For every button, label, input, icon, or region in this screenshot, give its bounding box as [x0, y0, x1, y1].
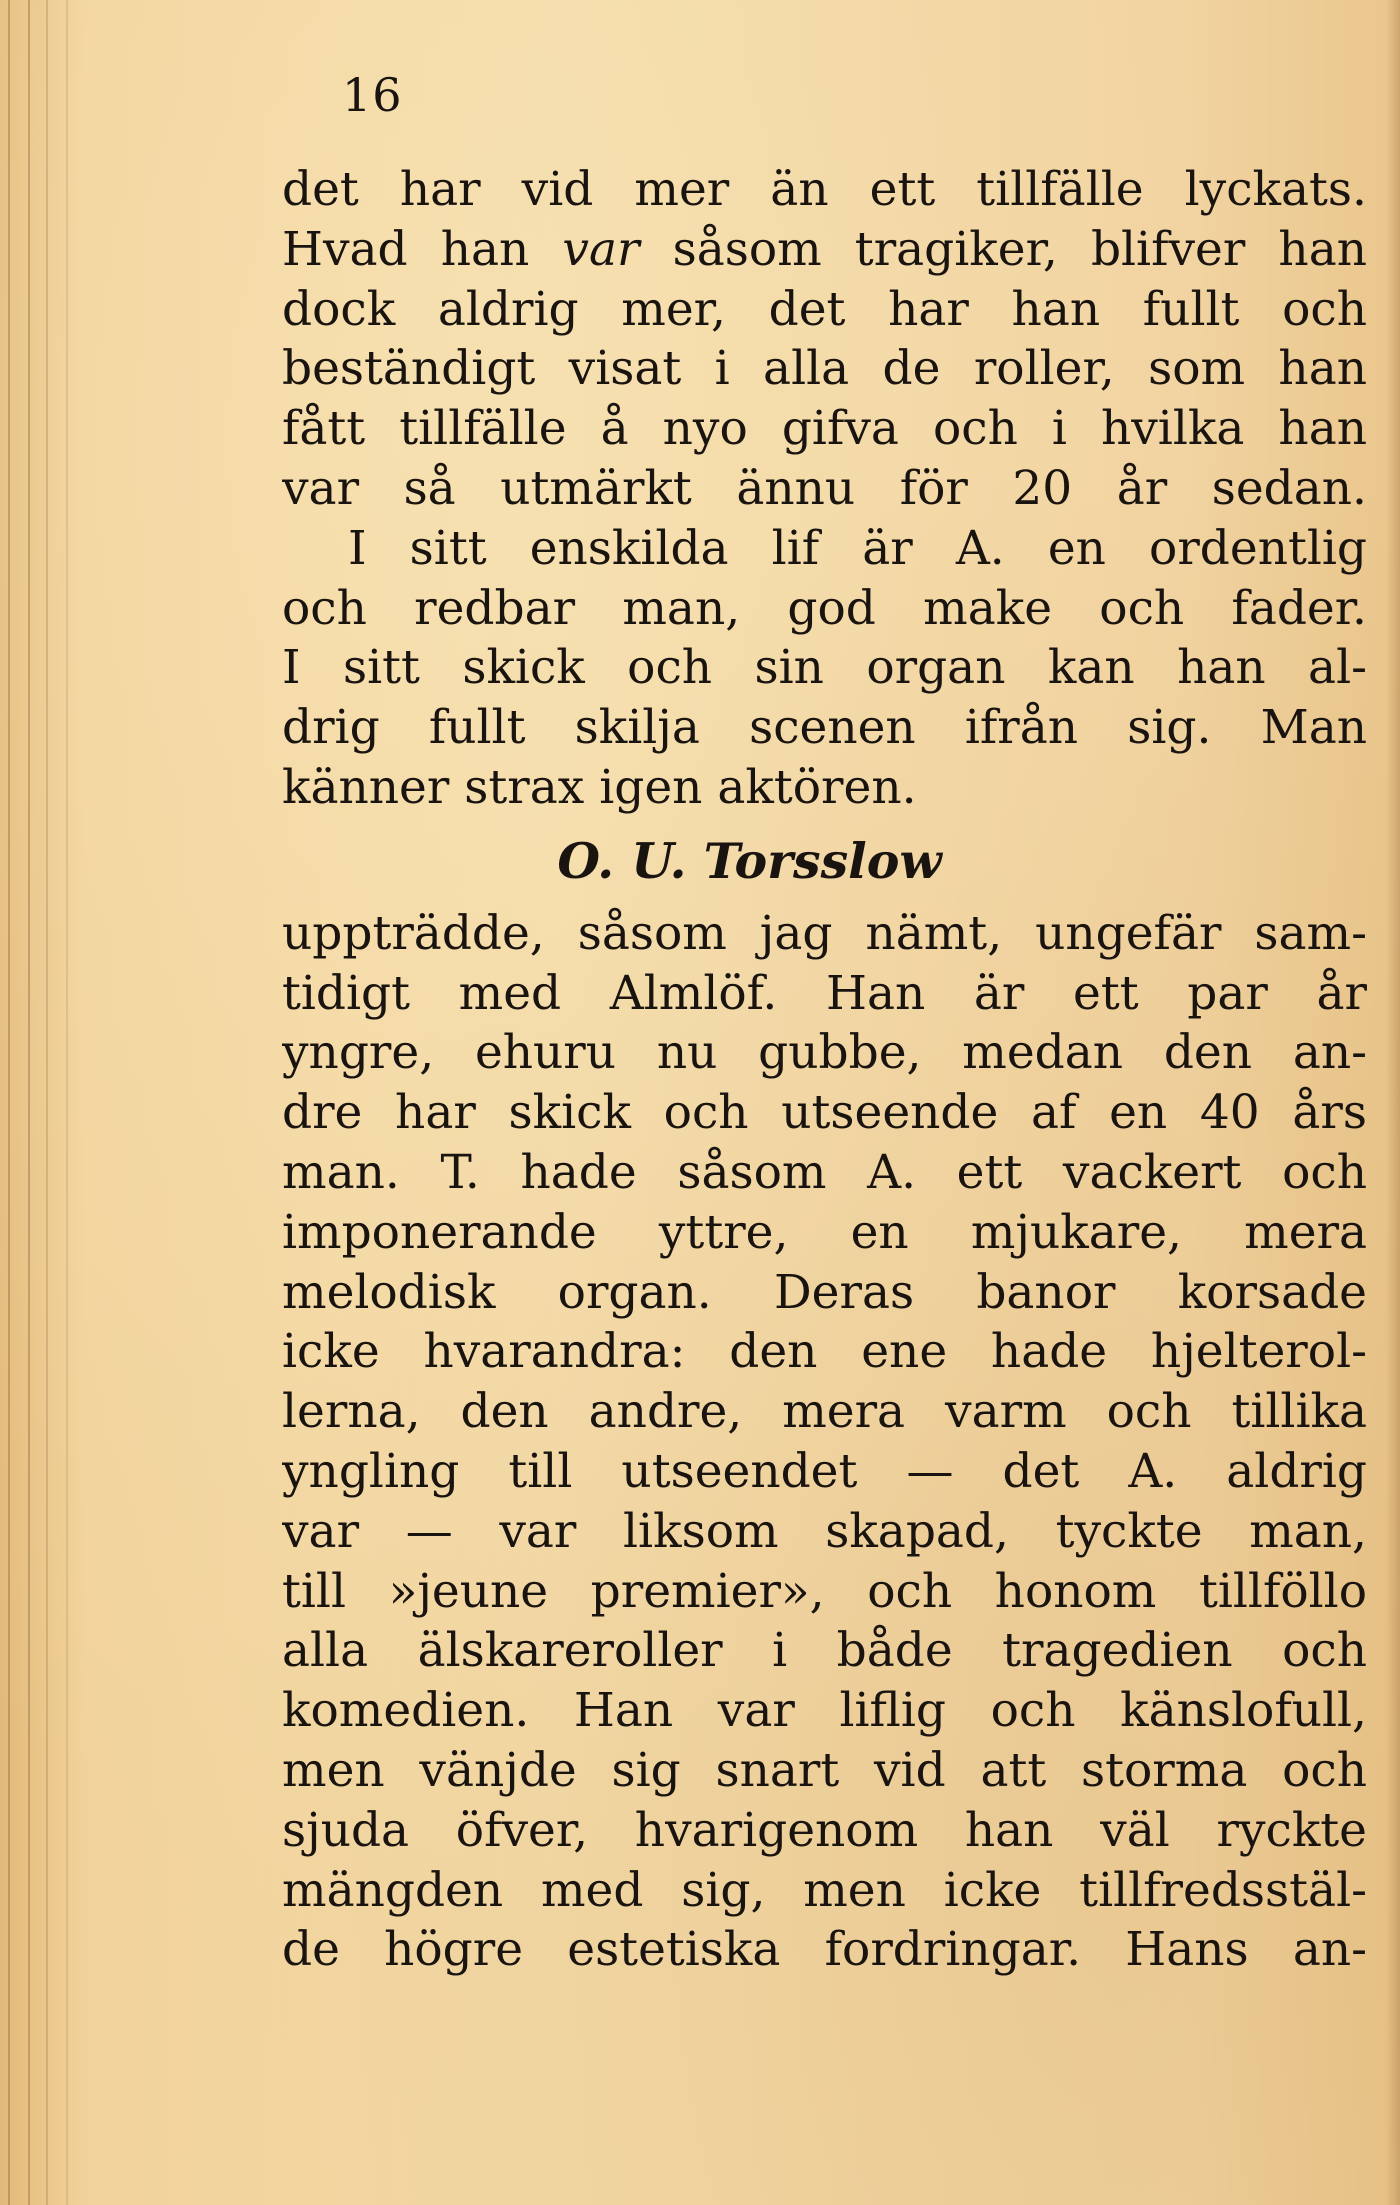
- text-line: det har vid mer än ett tillfälle lyckats.: [282, 162, 1367, 217]
- text-line: beständigt visat i alla de roller, som han: [282, 341, 1367, 397]
- text-line: yngre, ehuru nu gubbe, medan den an-: [282, 1025, 1367, 1081]
- body-text: [282, 160, 1367, 1980]
- text-line: uppträdde, såsom jag nämt, ungefär sam-: [282, 905, 1367, 961]
- text-line: man. T. hade såsom A. ett vackert och: [282, 1144, 1367, 1200]
- paragraph-1: [282, 160, 1367, 519]
- page-number: 16: [342, 68, 403, 122]
- text-line: känner strax igen aktören.: [282, 759, 917, 815]
- page-edge-line: [66, 0, 68, 2205]
- italic-word: var: [562, 221, 640, 277]
- text-line: sjuda öfver, hvarigenom han väl ryckte: [282, 1802, 1367, 1858]
- paragraph-3: [282, 904, 1367, 1980]
- text-line: mängden med sig, men icke tillfredsstäl-: [282, 1862, 1367, 1918]
- text-line: alla älskareroller i både tragedien och: [282, 1623, 1367, 1679]
- page-edge-line: [28, 0, 30, 2205]
- text-line: tidigt med Almlöf. Han är ett par år: [282, 965, 1367, 1021]
- text-line: I sitt enskilda lif är A. en ordentlig: [348, 520, 1367, 576]
- text-line: yngling till utseendet — det A. aldrig: [282, 1443, 1367, 1499]
- text-line: de högre estetiska fordringar. Hans an-: [282, 1922, 1367, 1978]
- facing-page-edge: [1386, 0, 1400, 2205]
- text-line-with-italic: Hvad han var såsom tragiker, blifver han: [282, 221, 1367, 277]
- text-line: drig fullt skilja scenen ifrån sig. Man: [282, 700, 1367, 756]
- text-line: komedien. Han var liflig och känslofull,: [282, 1683, 1367, 1739]
- text-line: lerna, den andre, mera varm och tillika: [282, 1384, 1367, 1440]
- text-line: men vänjde sig snart vid att storma och: [282, 1742, 1367, 1798]
- text-line: melodisk organ. Deras banor korsade: [282, 1264, 1367, 1320]
- text-line: I sitt skick och sin organ kan han al-: [282, 640, 1367, 696]
- paragraph-2: [282, 519, 1367, 818]
- text-line: dre har skick och utseende af en 40 års: [282, 1085, 1367, 1141]
- page-edge-line: [46, 0, 48, 2205]
- text-line: imponerande yttre, en mjukare, mera: [282, 1204, 1367, 1260]
- text-line: till »jeune premier», och honom tillföllo: [282, 1563, 1367, 1619]
- text-line: fått tillfälle å nyo gifva och i hvilka han: [282, 401, 1367, 457]
- section-heading: O. U. Torsslow: [557, 831, 942, 890]
- text-line: icke hvarandra: den ene hade hjelterol-: [282, 1324, 1367, 1380]
- text-line: var så utmärkt ännu för 20 år sedan.: [282, 460, 1367, 516]
- page-edge-line: [8, 0, 10, 2205]
- text-line: och redbar man, god make och fader.: [282, 580, 1367, 636]
- text-line: dock aldrig mer, det har han fullt och: [282, 281, 1367, 337]
- text-line: var — var liksom skapad, tyckte man,: [282, 1503, 1367, 1559]
